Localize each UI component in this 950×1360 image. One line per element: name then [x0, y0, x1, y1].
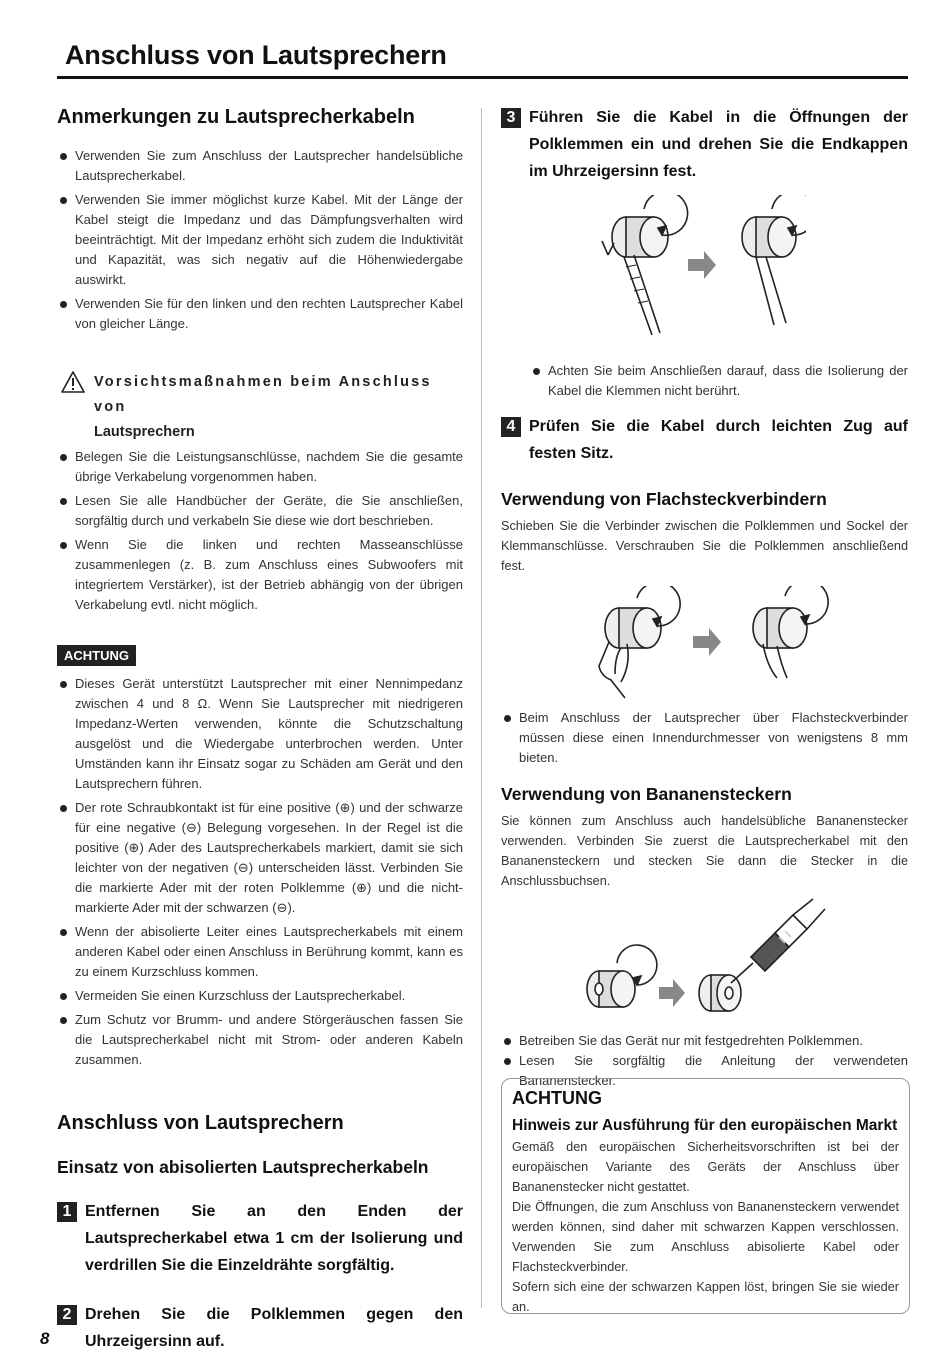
banana-text: Sie können zum Anschluss auch handelsübliche Bananenstecker verwenden. Verbinden Sie zuerst die Lautsprecherkabel mit den Bananensteckern und stecken Sie dann die Stecker in die Anschlussbuchsen.: [501, 814, 908, 888]
step3-note: [501, 361, 908, 401]
warnings-list: [57, 447, 463, 615]
step-1: [57, 1198, 463, 1279]
terminal-illustration: [596, 195, 908, 345]
step-number: 4: [501, 417, 521, 437]
right-column: [501, 104, 908, 1095]
step-text: Drehen Sie die Polklemmen gegen den Uhrzeigersinn auf.: [85, 1306, 463, 1350]
list-item: Betreiben Sie das Gerät nur mit festgedrehten Polklemmen.: [501, 1031, 908, 1051]
list-item: Verwenden Sie immer möglichst kurze Kabel. Mit der Länge der Kabel steigt die Impedanz und das Dämpfungsverhalten wird beeinträchtigt. Mit der Impedanz erhöht sich zudem die Induktivität und Kapazität, was sich negativ auf die Höhenwiedergabe auswirkt.: [57, 190, 463, 290]
left-column: [57, 104, 463, 1355]
achtung-list: [57, 674, 463, 1070]
notes-heading: Anmerkungen zu Lautsprecherkabeln: [57, 106, 415, 128]
list-item: Lesen Sie sorgfältig die Anleitung der verwendeten Bananenstecker.: [501, 1051, 908, 1091]
banana-heading: Verwendung von Bananensteckern: [501, 784, 792, 804]
spade-text: Schieben Sie die Verbinder zwischen die Polklemmen und Sockel der Klemmanschlüsse. Verschrauben Sie die Polklemmen anschließend fest.: [501, 519, 908, 573]
column-divider: [481, 108, 482, 1308]
list-item: Belegen Sie die Leistungsanschlüsse, nachdem Sie die gesamte übrige Verkabelung vorgenommen haben.: [57, 447, 463, 487]
box-title: ACHTUNG: [512, 1088, 602, 1108]
step-4: [501, 413, 908, 467]
step-number: 3: [501, 108, 521, 128]
warning-heading-line1: Vorsichtsmaßnahmen beim Anschluss von: [94, 374, 432, 415]
list-item: Verwenden Sie für den linken und den rechten Lautsprecher Kabel von gleicher Länge.: [57, 294, 463, 334]
page-title: Anschluss von Lautsprechern: [65, 40, 447, 70]
warning-heading: [57, 370, 463, 445]
list-item: Vermeiden Sie einen Kurzschluss der Lautsprecherkabel.: [57, 986, 463, 1006]
step-number: 1: [57, 1202, 77, 1222]
list-item: Wenn Sie die linken und rechten Masseanschlüsse zusammenlegen (z. B. zum Anschluss eines Subwoofers mit integriertem Verstärker), ist der Betrieb abhängig von der übrigen Verkabelung evtl. nicht möglich.: [57, 535, 463, 615]
list-item: Zum Schutz vor Brumm- und andere Störgeräuschen fassen Sie die Lautsprecherkabel nicht mit Strom- oder anderen Kabeln zusammen.: [57, 1010, 463, 1070]
list-item: Dieses Gerät unterstützt Lautsprecher mit einer Nennimpedanz zwischen 4 und 8 Ω. Wenn Sie Lautsprecher mit niedrigeren Impedanz-Werten verwenden, könnte die Schutzschaltung ausgelöst und die Wiedergabe unterbrochen werden. Unter Umständen kann ihr Einsatz sogar zu Schäden am Gerät und den Lautsprechern führen.: [57, 674, 463, 794]
list-item: Wenn der abisolierte Leiter eines Lautsprecherkabels mit einem anderen Kabel oder einen Anschluss in Berührung kommt, kann es zu einem Kurzschluss kommen.: [57, 922, 463, 982]
spade-note: [501, 708, 908, 768]
spade-heading: Verwendung von Flachsteckverbindern: [501, 489, 827, 509]
list-item: Achten Sie beim Anschließen darauf, dass die Isolierung der Kabel die Klemmen nicht berührt.: [530, 361, 908, 401]
page-number: 8: [40, 1329, 50, 1348]
stripped-cable-heading: Einsatz von abisolierten Lautsprecherkabeln: [57, 1157, 429, 1177]
step-number: 2: [57, 1305, 77, 1325]
notes-list: [57, 146, 463, 334]
step-2: [57, 1301, 463, 1355]
box-paragraph-1: Gemäß den europäischen Sicherheitsvorschriften ist bei der europäischen Variante des Geräts der Anschluss über Bananenstecker nicht gestattet.: [512, 1140, 899, 1194]
achtung-label: ACHTUNG: [57, 645, 136, 666]
list-item: Beim Anschluss der Lautsprecher über Flachsteckverbinder müssen diese einen Innendurchmesser von wenigstens 8 mm bieten.: [501, 708, 908, 768]
box-paragraph-3: Sofern sich eine der schwarzen Kappen löst, bringen Sie sie wieder an.: [512, 1280, 899, 1314]
list-item: Verwenden Sie zum Anschluss der Lautsprecher handelsübliche Lautsprecherkabel.: [57, 146, 463, 186]
list-item: Der rote Schraubkontakt ist für eine positive (⊕) und der schwarze für eine negative (⊖) Belegung vorgesehen. In der Regel ist die positive (⊕) Ader des Lautsprecherkabels markiert, damit sie sich leichter von der negativen (⊖) unterscheiden lässt. Verbinden Sie die markierte Ader mit der roten Polklemme (⊕) und die nicht-markierte Ader mit der schwarzen (⊖).: [57, 798, 463, 918]
title-divider: [57, 76, 908, 79]
warning-triangle-icon: [60, 370, 86, 394]
eu-notice-box: [501, 1078, 910, 1314]
connect-heading: Anschluss von Lautsprechern: [57, 1112, 344, 1134]
step-text: Entfernen Sie an den Enden der Lautsprecherkabel etwa 1 cm der Isolierung und verdrillen Sie die Einzeldrähte sorgfältig.: [85, 1203, 463, 1274]
step-3: [501, 104, 908, 185]
list-item: Lesen Sie alle Handbücher der Geräte, die Sie anschließen, sorgfältig durch und verkabeln Sie diese wie dort beschrieben.: [57, 491, 463, 531]
box-paragraph-2: Die Öffnungen, die zum Anschluss von Bananensteckern verwendet werden können, sind daher mit schwarzen Kappen verschlossen. Verwenden Sie zum Anschluss abisolierte Kabel oder Flachsteckverbinder.: [512, 1200, 899, 1274]
box-subtitle: Hinweis zur Ausführung für den europäischen Markt: [512, 1117, 898, 1134]
banana-illustration: [581, 897, 908, 1027]
step-text: Prüfen Sie die Kabel durch leichten Zug auf festen Sitz.: [529, 418, 908, 462]
step-text: Führen Sie die Kabel in die Öffnungen der Polklemmen ein und drehen Sie die Endkappen im Uhrzeigersinn fest.: [529, 109, 908, 180]
spade-illustration: [591, 586, 908, 706]
warning-heading-line2: Lautsprechern: [94, 424, 195, 440]
